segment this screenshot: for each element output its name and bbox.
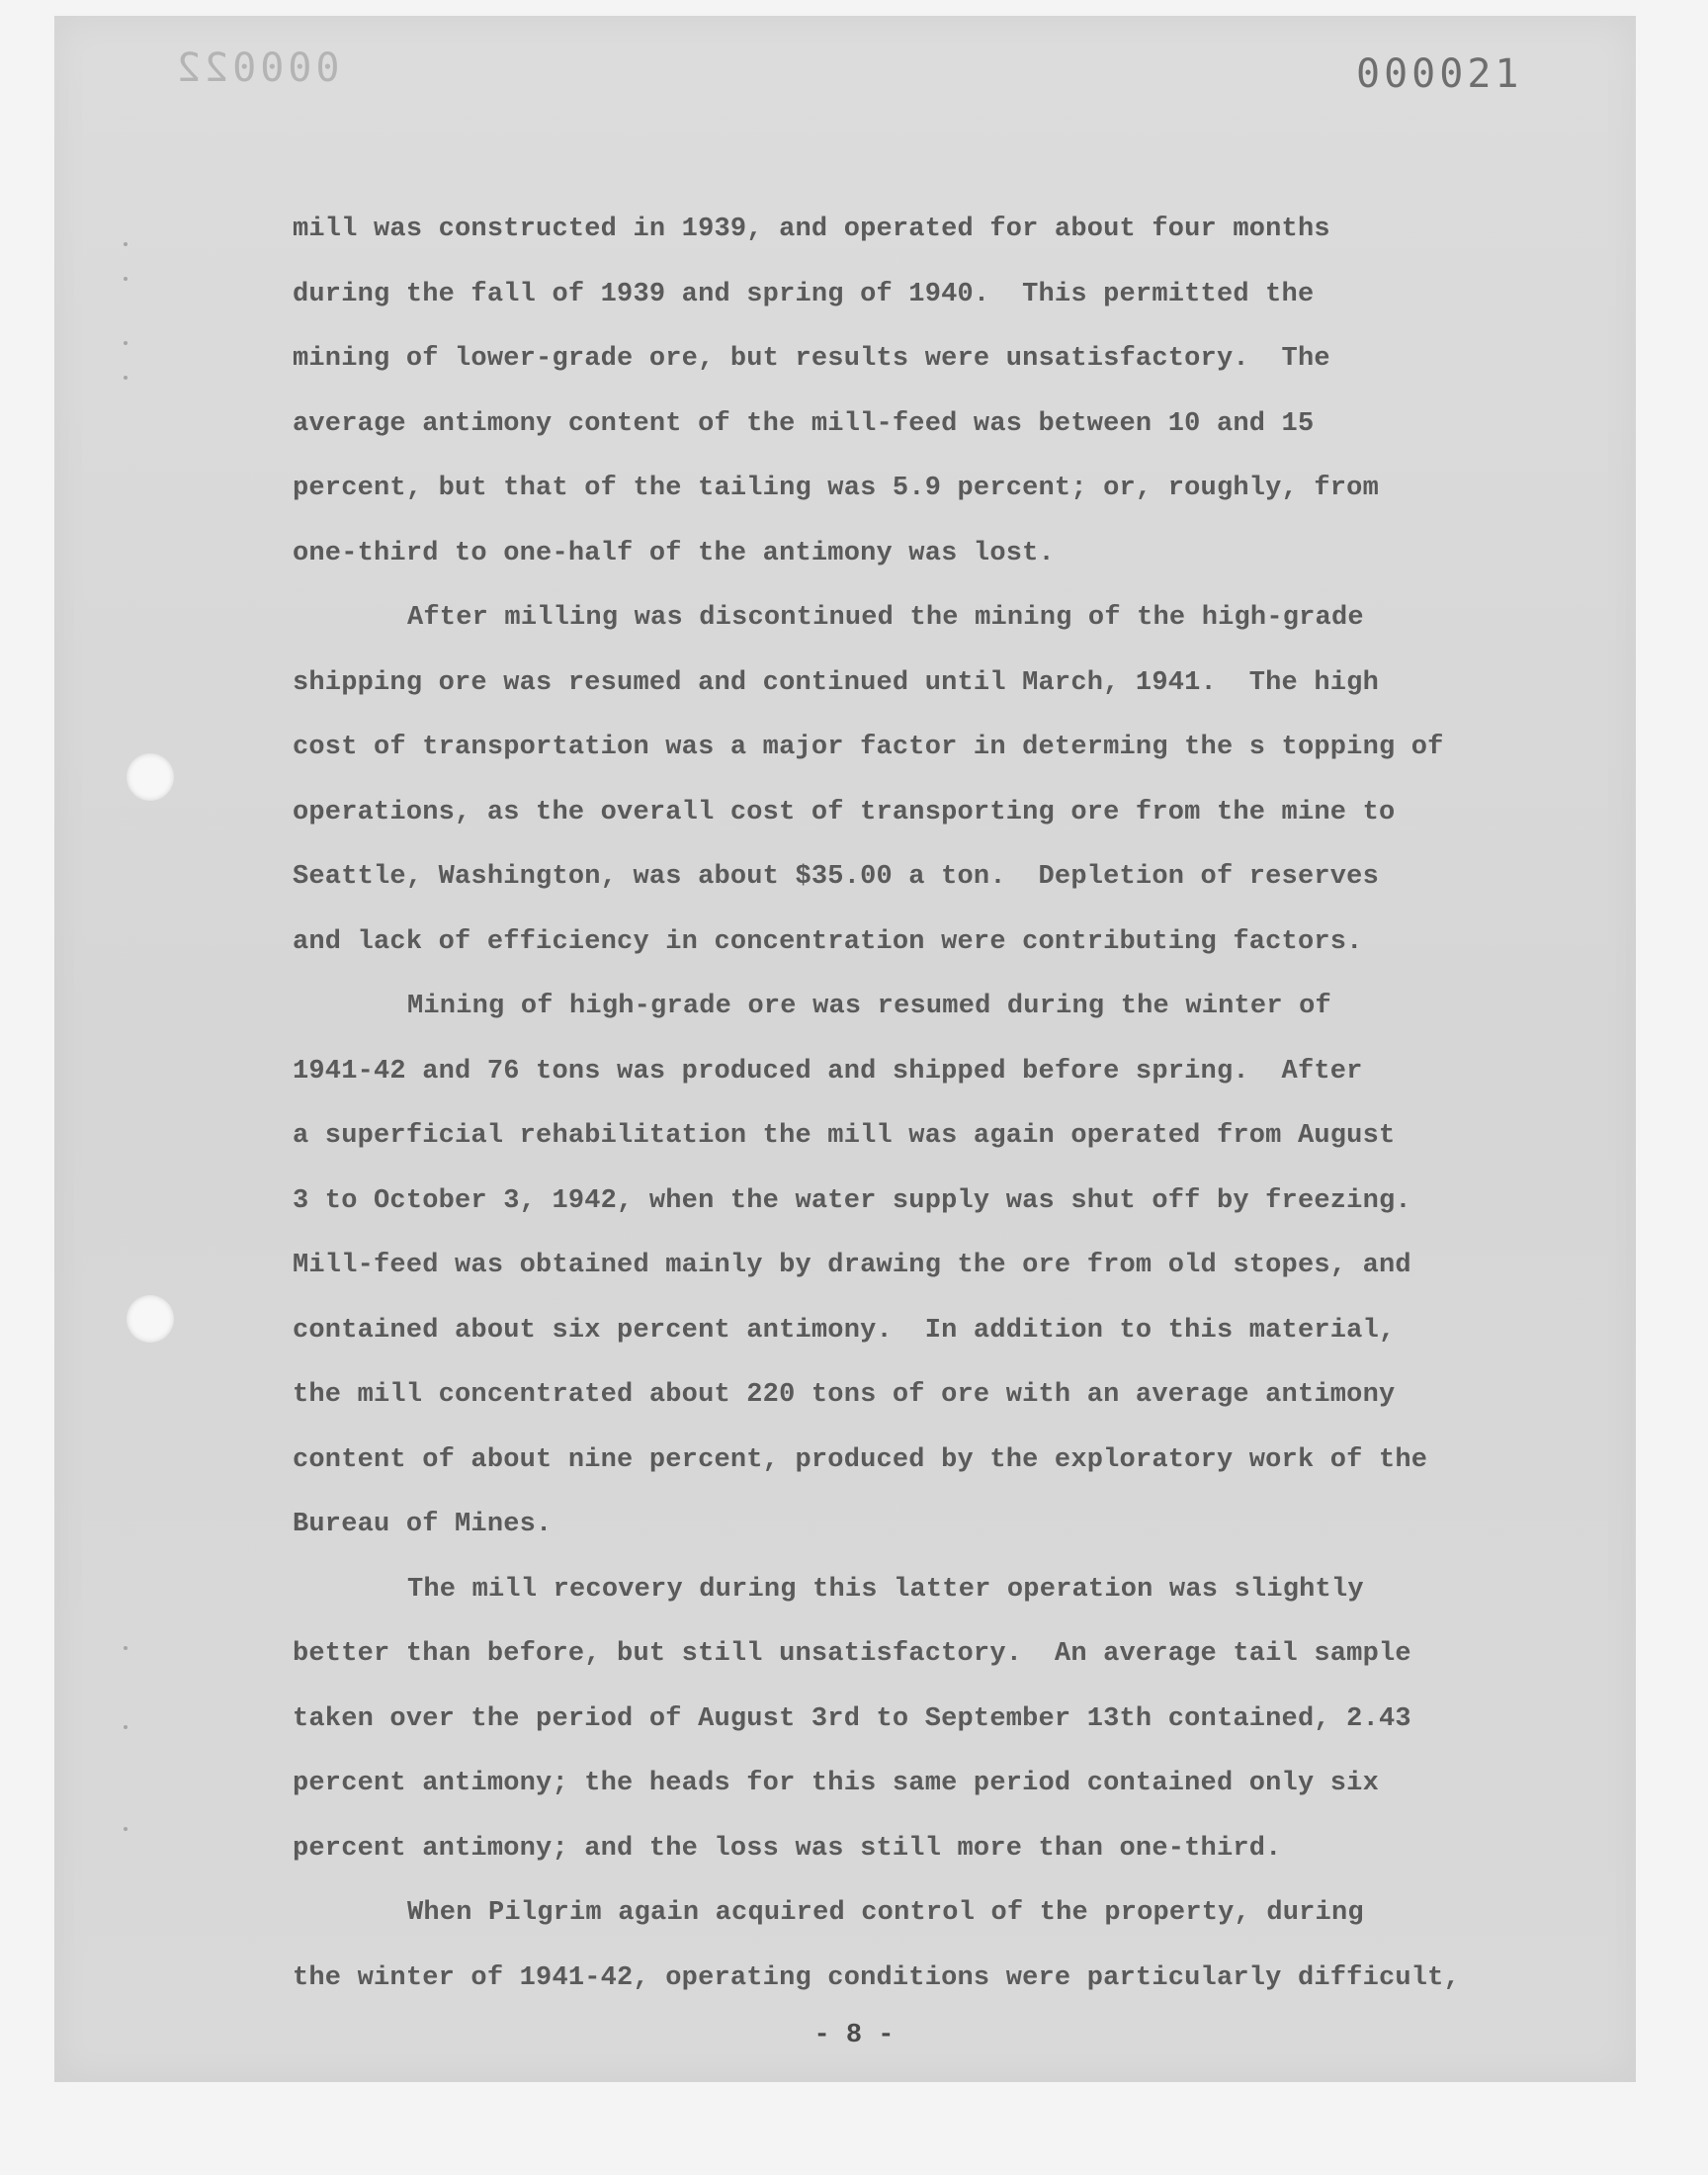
margin-speck <box>124 1725 128 1729</box>
text-line: cost of transportation was a major factor in determing the s topping of <box>293 733 1444 762</box>
text-line: operations, as the overall cost of transporting ore from the mine to <box>293 797 1396 827</box>
text-line: average antimony content of the mill-feed was between 10 and 15 <box>293 408 1315 439</box>
margin-speck <box>124 341 128 345</box>
stamped-page-id: 000021 <box>1356 51 1523 97</box>
text-line: the mill concentrated about 220 tons of ore with an average antimony <box>293 1380 1396 1410</box>
text-line: When Pilgrim again acquired control of the property, during <box>407 1898 1364 1928</box>
text-line: Mill-feed was obtained mainly by drawing the ore from old stopes, and <box>293 1251 1411 1280</box>
text-line: percent antimony; and the loss was still more than one-third. <box>293 1833 1282 1864</box>
text-line: content of about nine percent, produced by the exploratory work of the <box>293 1444 1428 1475</box>
margin-speck <box>124 376 128 380</box>
text-line: 3 to October 3, 1942, when the water supply was shut off by freezing. <box>293 1185 1411 1216</box>
bleed-through-page-number: 000022 <box>173 45 340 91</box>
text-line: mining of lower-grade ore, but results were unsatisfactory. The <box>293 344 1330 374</box>
text-line: The mill recovery during this latter operation was slightly <box>407 1574 1364 1605</box>
text-line: shipping ore was resumed and continued until March, 1941. The high <box>293 667 1379 698</box>
text-line: Bureau of Mines. <box>293 1510 553 1539</box>
punch-hole-lower <box>127 1295 174 1343</box>
text-line: mill was constructed in 1939, and operated for about four months <box>293 215 1330 244</box>
margin-speck <box>124 1646 128 1650</box>
text-line: After milling was discontinued the mining of the high-grade <box>407 603 1364 633</box>
text-line: the winter of 1941-42, operating conditions were particularly difficult, <box>293 1962 1460 1993</box>
text-line: percent, but that of the tailing was 5.9 percent; or, roughly, from <box>293 474 1379 503</box>
margin-speck <box>124 277 128 281</box>
text-line: better than before, but still unsatisfactory. An average tail sample <box>293 1639 1411 1669</box>
text-line: during the fall of 1939 and spring of 1940. This permitted the <box>293 279 1315 309</box>
text-line: contained about six percent antimony. In addition to this material, <box>293 1315 1396 1346</box>
page-number: - 8 - <box>813 2021 895 2050</box>
text-line: Seattle, Washington, was about $35.00 a ton. Depletion of reserves <box>293 862 1379 892</box>
margin-speck <box>124 1827 128 1831</box>
text-line: Mining of high-grade ore was resumed during the winter of <box>407 992 1331 1021</box>
margin-speck <box>124 242 128 246</box>
text-line: and lack of efficiency in concentration were contributing factors. <box>293 926 1363 957</box>
text-line: one-third to one-half of the antimony was lost. <box>293 538 1055 568</box>
punch-hole-upper <box>127 753 174 801</box>
text-line: a superficial rehabilitation the mill was again operated from August <box>293 1121 1396 1151</box>
text-line: taken over the period of August 3rd to September 13th contained, 2.43 <box>293 1703 1411 1734</box>
text-line: percent antimony; the heads for this same period contained only six <box>293 1769 1379 1798</box>
text-line: 1941-42 and 76 tons was produced and shipped before spring. After <box>293 1056 1363 1087</box>
typewritten-body <box>293 198 1469 2011</box>
